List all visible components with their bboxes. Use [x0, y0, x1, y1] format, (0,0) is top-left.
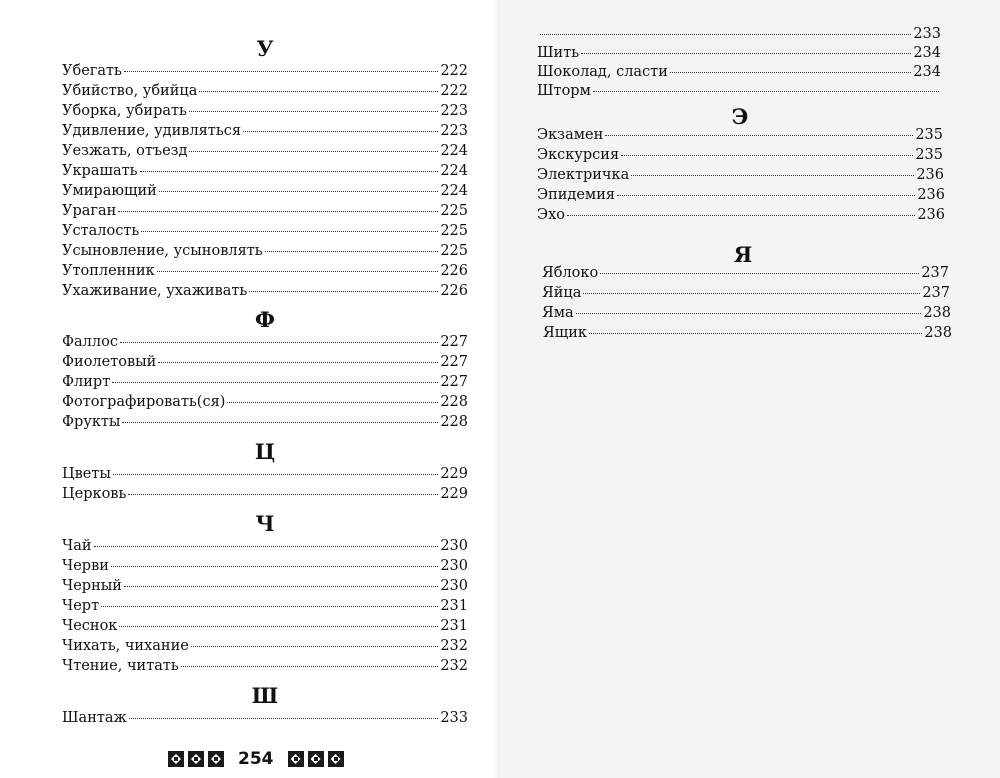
section-letter-f: Ф — [255, 307, 275, 332]
ornament-icon — [328, 751, 344, 767]
index-entry — [537, 165, 944, 185]
entry-term: Шторм — [537, 83, 591, 99]
dot-leader — [631, 175, 914, 176]
entry-page: 238 — [923, 305, 951, 321]
entry-term: Черный — [62, 578, 122, 594]
entry-page: 236 — [917, 187, 945, 203]
index-entry — [542, 263, 949, 283]
dot-leader — [159, 191, 439, 192]
entry-page: 231 — [440, 598, 468, 614]
entry-term: Ухаживание, ухаживать — [62, 283, 248, 299]
ornament-icon — [188, 751, 204, 767]
index-entry — [62, 412, 468, 432]
index-entry — [62, 261, 468, 281]
dot-leader — [128, 494, 438, 495]
entry-page: 227 — [440, 334, 468, 350]
entry-term: Электричка — [537, 167, 630, 183]
entry-page: 229 — [440, 486, 468, 502]
entry-page: 223 — [440, 103, 468, 119]
entry-term: Умирающий — [62, 183, 157, 199]
entry-page: 234 — [913, 64, 941, 80]
entry-term: Экскурсия — [537, 147, 620, 163]
entry-page: 228 — [440, 414, 468, 430]
entry-term: Шоколад, сласти — [537, 64, 668, 80]
entry-term: Усталость — [62, 223, 140, 239]
entry-page: 234 — [913, 45, 941, 61]
entry-page: 230 — [440, 558, 468, 574]
entry-term: Фиолетовый — [62, 354, 157, 370]
index-entry — [62, 596, 468, 616]
entry-page: 235 — [915, 127, 943, 143]
ornament-icon — [308, 751, 324, 767]
ornament-icon — [288, 751, 304, 767]
dot-leader — [112, 382, 438, 383]
dot-leader — [157, 271, 439, 272]
entry-page: 223 — [440, 123, 468, 139]
entry-term: Фотографировать(ся) — [62, 394, 226, 410]
dot-leader — [199, 91, 438, 92]
entry-term: Удивление, удивляться — [62, 123, 241, 139]
entry-page: 226 — [440, 283, 468, 299]
entry-term: Ящик — [543, 325, 587, 341]
dot-leader — [593, 91, 939, 92]
section-letter-e: Э — [731, 104, 749, 129]
dot-leader — [567, 215, 915, 216]
entry-page: 224 — [440, 163, 468, 179]
entry-term: Чеснок — [62, 618, 118, 634]
dot-leader — [113, 474, 438, 475]
dot-leader — [581, 53, 911, 54]
dot-leader — [605, 135, 913, 136]
entry-term: Чтение, читать — [62, 658, 179, 674]
dot-leader — [118, 211, 438, 212]
entry-page: 233 — [913, 26, 941, 42]
entry-page: 232 — [440, 638, 468, 654]
entry-term: Цветы — [62, 466, 111, 482]
index-entry — [62, 392, 468, 412]
index-entry — [62, 141, 468, 161]
index-entry — [62, 61, 468, 81]
dot-leader — [111, 566, 438, 567]
ornament-icon — [168, 751, 184, 767]
dot-leader — [227, 402, 438, 403]
entry-page: 237 — [922, 285, 950, 301]
index-entry — [62, 181, 468, 201]
index-entry — [62, 241, 468, 261]
page-folio — [168, 746, 344, 772]
index-entry — [543, 323, 952, 343]
entry-page: 227 — [440, 354, 468, 370]
entry-term: Яма — [542, 305, 574, 321]
dot-leader — [119, 626, 438, 627]
dot-leader — [189, 111, 438, 112]
entry-page: 222 — [440, 63, 468, 79]
index-entry — [537, 43, 941, 63]
entry-page: 237 — [921, 265, 949, 281]
index-entry — [62, 708, 468, 728]
dot-leader — [617, 195, 915, 196]
dot-leader — [122, 422, 438, 423]
entry-term: Яблоко — [542, 265, 599, 281]
right-page — [500, 0, 1000, 778]
entry-term: Уезжать, отъезд — [62, 143, 188, 159]
dot-leader — [94, 546, 439, 547]
entry-term: Черви — [62, 558, 109, 574]
entry-page: 230 — [440, 578, 468, 594]
dot-leader — [589, 333, 922, 334]
index-entry — [537, 125, 943, 145]
dot-leader — [265, 251, 439, 252]
entry-term: Утопленник — [62, 263, 155, 279]
entry-page: 231 — [440, 618, 468, 634]
dot-leader — [124, 586, 438, 587]
dot-leader — [191, 646, 439, 647]
ornament-icon — [208, 751, 224, 767]
entry-term: Украшать — [62, 163, 138, 179]
entry-page: 236 — [916, 167, 944, 183]
dot-leader — [249, 291, 438, 292]
entry-page: 236 — [917, 207, 945, 223]
dot-leader — [621, 155, 913, 156]
index-entry — [537, 185, 945, 205]
index-entry — [62, 281, 468, 301]
index-entry — [62, 81, 468, 101]
entry-page: 230 — [440, 538, 468, 554]
entry-term: Ураган — [62, 203, 117, 219]
dot-leader — [540, 34, 911, 35]
dot-leader — [576, 313, 922, 314]
index-entry — [537, 62, 941, 82]
index-entry — [537, 145, 943, 165]
section-letter-ya: Я — [733, 242, 753, 267]
entry-page: 235 — [915, 147, 943, 163]
dot-leader — [129, 718, 438, 719]
index-entry — [62, 352, 468, 372]
section-letter-ts: Ц — [254, 439, 276, 464]
index-entry — [542, 283, 950, 303]
entry-page: 224 — [440, 183, 468, 199]
index-entry — [62, 221, 468, 241]
index-entry — [62, 656, 468, 676]
entry-page: 225 — [440, 223, 468, 239]
entry-page: 232 — [440, 658, 468, 674]
entry-page: 225 — [440, 243, 468, 259]
entry-page: 224 — [440, 143, 468, 159]
entry-term: Уборка, убирать — [62, 103, 187, 119]
entry-term: Яйца — [542, 285, 582, 301]
page-number: 254 — [238, 749, 274, 769]
entry-term: Чай — [62, 538, 92, 554]
entry-term: Усыновление, усыновлять — [62, 243, 263, 259]
dot-leader — [124, 71, 438, 72]
index-entry — [62, 556, 468, 576]
dot-leader — [189, 151, 438, 152]
section-letter-u: У — [256, 36, 274, 61]
index-entry — [62, 332, 468, 352]
dot-leader — [670, 72, 911, 73]
dot-leader — [243, 131, 438, 132]
entry-page: 222 — [440, 83, 468, 99]
index-entry — [62, 372, 468, 392]
entry-term: Черт — [62, 598, 100, 614]
entry-term: Эпидемия — [537, 187, 616, 203]
entry-term: Шантаж — [62, 710, 127, 726]
index-entry — [62, 536, 468, 556]
entry-term: Фаллос — [62, 334, 118, 350]
continued-entry — [540, 24, 941, 44]
dot-leader — [158, 362, 438, 363]
index-entry — [62, 121, 468, 141]
index-entry — [62, 484, 468, 504]
dot-leader — [583, 293, 920, 294]
index-entry — [62, 464, 468, 484]
index-entry — [537, 81, 941, 101]
entry-term: Шить — [537, 45, 580, 61]
entry-term: Фрукты — [62, 414, 121, 430]
entry-page: 233 — [440, 710, 468, 726]
index-entry — [542, 303, 951, 323]
entry-term: Чихать, чихание — [62, 638, 189, 654]
section-letter-sh: Ш — [251, 683, 279, 708]
dot-leader — [600, 273, 919, 274]
index-entry — [62, 576, 468, 596]
entry-term: Убийство, убийца — [62, 83, 198, 99]
index-entry — [62, 201, 468, 221]
dot-leader — [120, 342, 438, 343]
index-entry — [62, 616, 468, 636]
dot-leader — [101, 606, 438, 607]
entry-page: 229 — [440, 466, 468, 482]
entry-page: 227 — [440, 374, 468, 390]
dot-leader — [141, 231, 438, 232]
entry-term: Флирт — [62, 374, 111, 390]
entry-term: Церковь — [62, 486, 127, 502]
entry-page: 228 — [440, 394, 468, 410]
entry-term: Эхо — [537, 207, 566, 223]
dot-leader — [181, 666, 439, 667]
section-letter-ch: Ч — [255, 511, 275, 536]
index-entry — [62, 636, 468, 656]
index-entry — [537, 205, 945, 225]
entry-page: 238 — [924, 325, 952, 341]
entry-term: Экзамен — [537, 127, 604, 143]
entry-page: 226 — [440, 263, 468, 279]
entry-term: Убегать — [62, 63, 122, 79]
index-entry — [62, 161, 468, 181]
entry-page: 225 — [440, 203, 468, 219]
index-entry — [62, 101, 468, 121]
dot-leader — [140, 171, 439, 172]
